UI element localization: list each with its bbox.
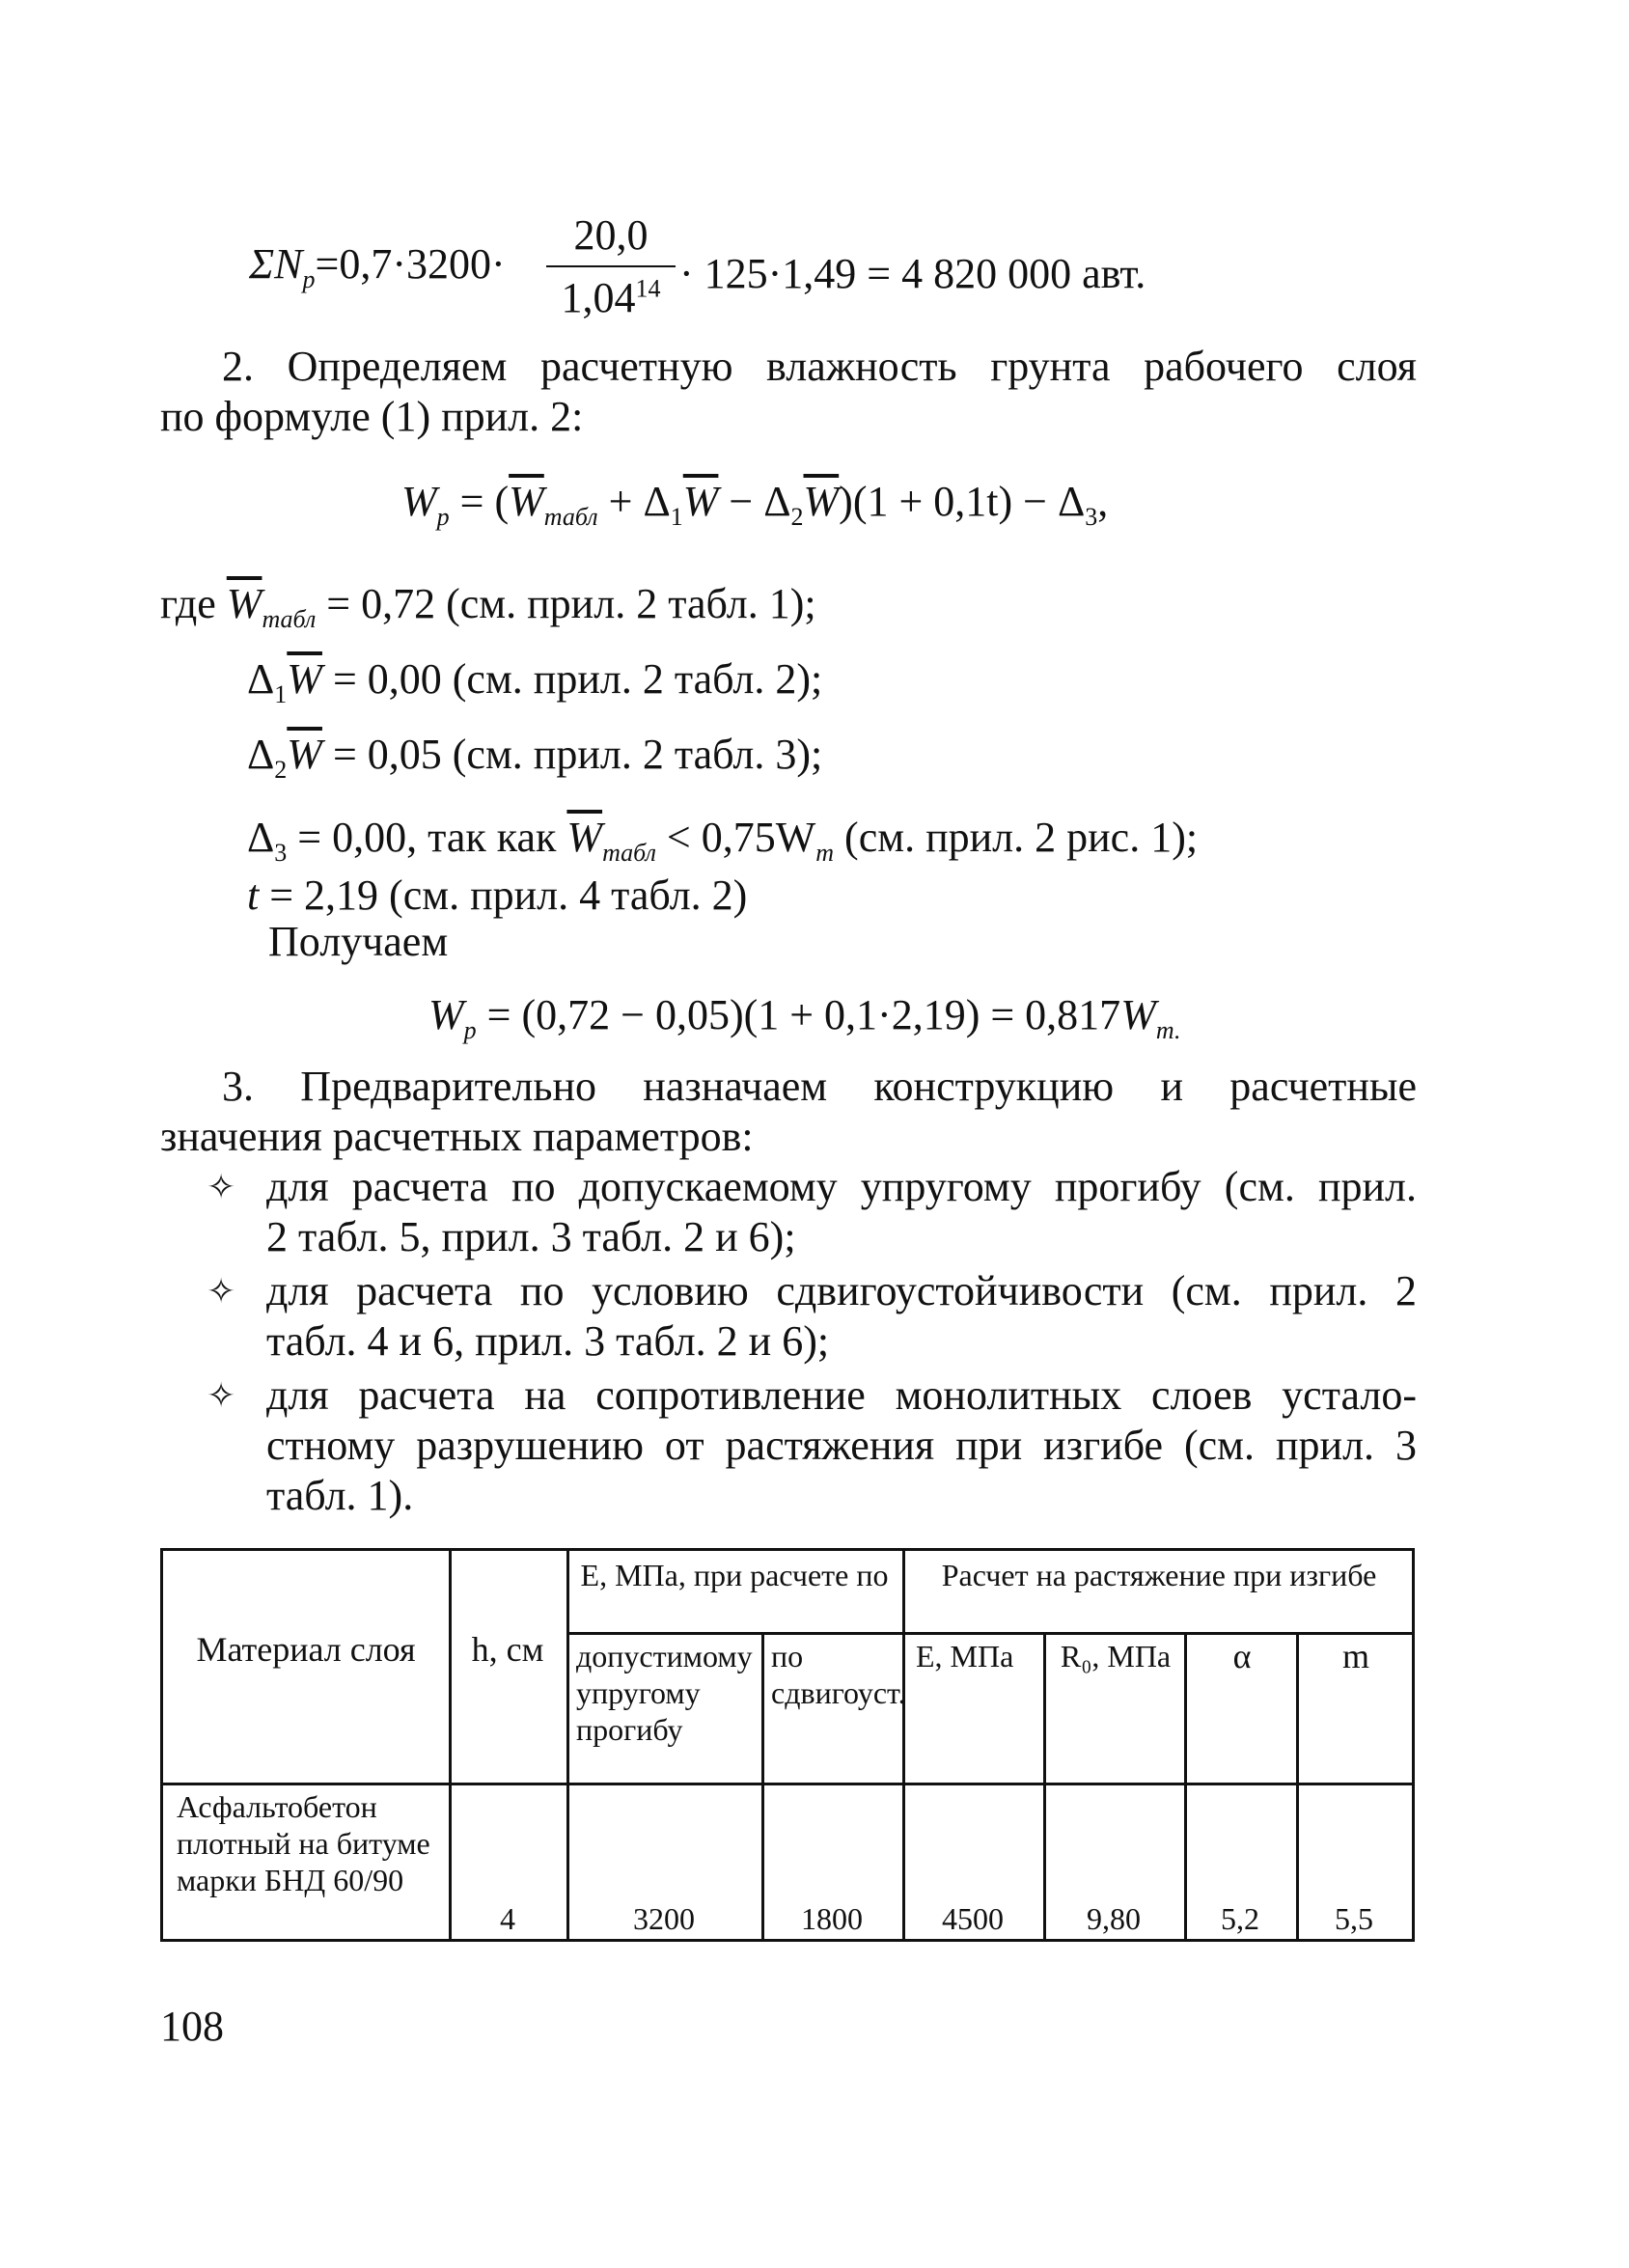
layer-parameters-table	[160, 1548, 1415, 1942]
table-divider	[902, 1551, 905, 1939]
formula-sum-fraction	[546, 210, 676, 322]
bullet-1-line2: 2 табл. 5, прил. 3 табл. 2 и 6);	[266, 1213, 796, 1260]
row-e-tension: 4500	[942, 1901, 1004, 1936]
bullet-diamond-icon: ✧	[207, 1376, 236, 1415]
row-m: 5,5	[1335, 1901, 1373, 1936]
formula-sum-lhs: $\Sigma N_p=0,7\cdot 3200\cdot$	[249, 240, 506, 293]
row-e-shear: 1800	[801, 1901, 863, 1936]
bullet-2-line1: для расчета по условию сдвигоустойчивости (см. прил. 2	[266, 1267, 1417, 1314]
table-divider	[1184, 1632, 1187, 1939]
step2-line1: 2. Определяем расчетную влажность грунта рабочего слоя	[222, 343, 1417, 390]
table-divider	[163, 1783, 1412, 1785]
step3-line1: 3. Предварительно назначаем конструкцию и расчетные	[222, 1063, 1417, 1110]
header-alpha: α	[1232, 1637, 1252, 1675]
def-delta1: $\Delta_1\overline{W} = 0,00$ (см. прил. 2 табл. 2);	[247, 655, 823, 708]
row-alpha: 5,2	[1221, 1901, 1259, 1936]
row-material: Асфальтобетон плотный на битуме марки БНД 60/90	[177, 1789, 430, 1897]
formula-wp: $W_p = (\overline{W}_{табл} + \Delta_1\overline{W} - \Delta_2\overline{W})(1 + 0,1t) - \Delta_3$,	[401, 478, 1109, 531]
table-divider	[566, 1632, 1412, 1635]
header-m: m	[1341, 1637, 1369, 1675]
header-thickness: h, см	[471, 1630, 544, 1669]
row-e-elastic: 3200	[633, 1901, 695, 1936]
def-t: t = 2,19 (см. прил. 4 табл. 2)	[247, 871, 748, 919]
def-delta3: $\Delta_3 = 0,00$, так как $\overline{W}_{табл} < 0,75W_т$ (см. прил. 2 рис. 1);	[247, 814, 1199, 867]
header-e-shear: по сдвигоуст.	[771, 1639, 906, 1710]
poluchaem-label: Получаем	[268, 918, 449, 965]
table-divider	[449, 1551, 452, 1939]
bullet-diamond-icon: ✧	[207, 1272, 236, 1311]
step3-line2: значения расчетных параметров:	[160, 1113, 754, 1160]
bullet-3-line3: табл. 1).	[266, 1472, 414, 1519]
fraction-denominator: 1,04$^{14}$	[561, 274, 661, 321]
header-tension-group: Расчет на растяжение при изгибе	[941, 1558, 1377, 1592]
row-r0: 9,80	[1087, 1901, 1141, 1936]
table-divider	[761, 1632, 764, 1939]
def-delta2: $\Delta_2\overline{W} = 0,05$ (см. прил. 2 табл. 3);	[247, 731, 823, 784]
formula-sum-rhs: · 125·1,49 = 4 820 000 авт.	[679, 250, 1146, 297]
formula-result: $W_p = (0,72 - 0,05)(1 + 0,1\cdot 2,19) = 0,817W_{т.}$	[428, 991, 1181, 1044]
def-w-table: где $\overline{W}_{табл} = 0,72$ (см. прил. 2 табл. 1);	[160, 580, 816, 633]
bullet-3-line2: стному разрушению от растяжения при изгибе (см. прил. 3	[266, 1422, 1417, 1469]
bullet-3-line1: для расчета на сопротивление монолитных слоев устало-	[266, 1371, 1417, 1419]
table-divider	[1043, 1632, 1046, 1939]
step2-line2: по формуле (1) прил. 2:	[160, 393, 584, 440]
fraction-bar	[546, 265, 676, 267]
page-number: 108	[160, 2003, 224, 2050]
header-e-elastic: допустимому упругому прогибу	[576, 1639, 753, 1747]
table-divider	[1296, 1632, 1299, 1939]
table-divider	[566, 1551, 569, 1939]
header-material: Материал слоя	[196, 1630, 416, 1669]
header-e-tension: Е, МПа	[916, 1639, 1014, 1673]
header-r0: R₀, МПа	[1060, 1639, 1172, 1673]
fraction-numerator: 20,0	[573, 211, 649, 259]
bullet-2-line2: табл. 4 и 6, прил. 3 табл. 2 и 6);	[266, 1317, 830, 1365]
bullet-diamond-icon: ✧	[207, 1168, 236, 1206]
row-thickness: 4	[500, 1901, 515, 1936]
header-e-group: Е, МПа, при расчете по	[580, 1558, 889, 1592]
bullet-1-line1: для расчета по допускаемому упругому прогибу (см. прил.	[266, 1163, 1417, 1210]
